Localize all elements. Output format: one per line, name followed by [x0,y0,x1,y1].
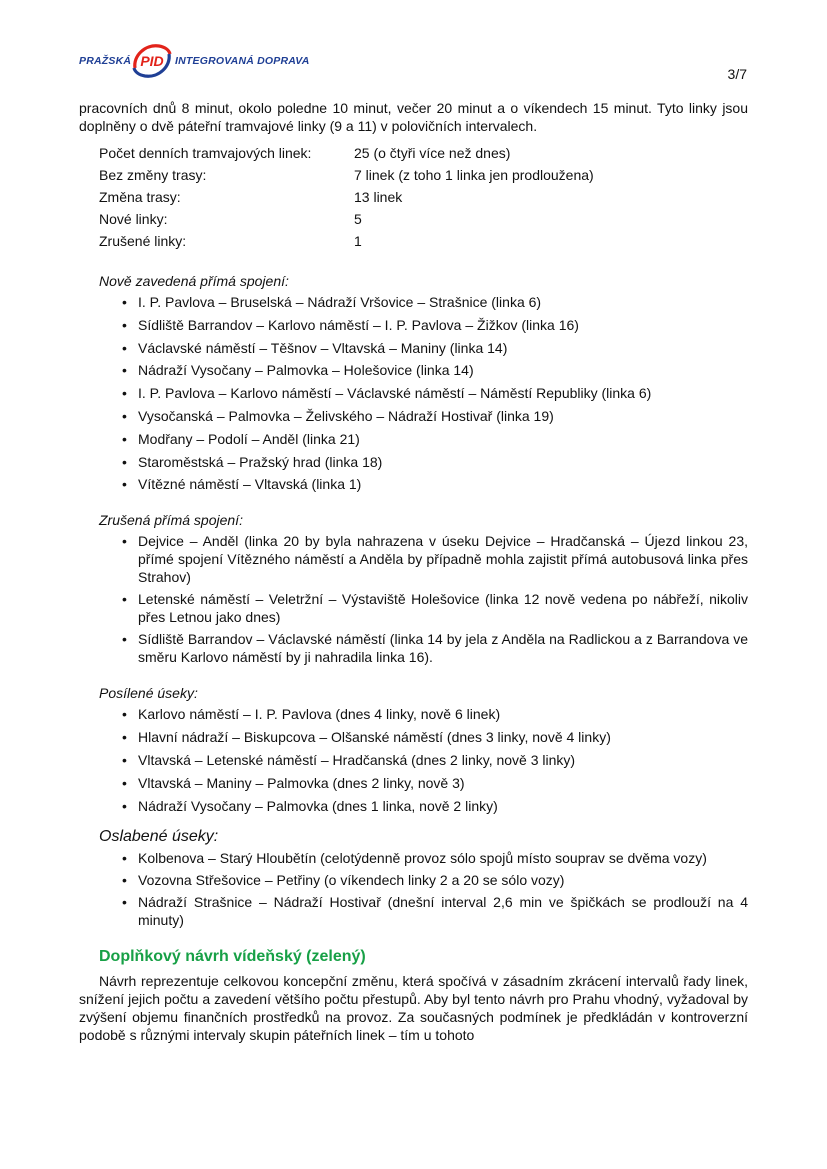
list-item: • Letenské náměstí – Veletržní – Výstaviště Holešovice (linka 12 nově vedena po nábřeží, nikoliv přes Letnou jako dnes) [120,590,748,626]
weakened-title: Oslabené úseky: [99,827,219,845]
proposal-paragraph: Návrh reprezentuje celkovou koncepční změnu, která spočívá v zásadním zkrácení intervalů řady linek, snížení jejich počtu a zavedení většího počtu přestupů. Aby byl tento návrh pro Prahu vhodný, vyžadoval by zvýšení objemu finančních prostředků na provoz. Za současných podmínek je předkládán v kontroverzní podobě s různými intervaly skupin páteřních linek – tím u tohoto [79,972,748,1043]
stats-value: 13 linek [354,189,403,205]
pid-logo [79,42,379,82]
stats-value: 25 (o čtyři více než dnes) [354,145,511,161]
list-item: • Vysočanská – Palmovka – Želivského – Nádraží Hostivař (linka 19) [120,407,748,425]
stats-table [99,144,594,254]
list-item: • Vltavská – Letenské náměstí – Hradčanská (dnes 2 linky, nově 3 linky) [120,751,748,769]
list-item: • Vozovna Střešovice – Petřiny (o víkendech linky 2 a 20 se sólo vozy) [120,871,748,889]
cancelled-connections-title: Zrušená přímá spojení: [99,512,243,529]
list-item: • Karlovo náměstí – I. P. Pavlova (dnes 4 linky, nově 6 linek) [120,705,748,723]
pid-logo-icon [131,42,173,80]
list-item: • Vítězné náměstí – Vltavská (linka 1) [120,475,748,493]
list-item: • I. P. Pavlova – Bruselská – Nádraží Vršovice – Strašnice (linka 6) [120,293,748,311]
proposal-heading: Doplňkový návrh vídeňský (zelený) [99,947,366,965]
page-number: 3/7 [727,66,747,82]
cancelled-connections-list [79,532,748,666]
stats-value: 7 linek (z toho 1 linka jen prodloužena) [354,167,594,183]
stats-row [99,166,594,188]
stats-label: Bez změny trasy: [99,167,207,183]
list-item: • Hlavní nádraží – Biskupcova – Olšanské náměstí (dnes 3 linky, nově 4 linky) [120,728,748,746]
strengthened-list [79,705,748,814]
list-item: • I. P. Pavlova – Karlovo náměstí – Václavské náměstí – Náměstí Republiky (linka 6) [120,384,748,402]
stats-label: Změna trasy: [99,189,181,205]
stats-label: Nové linky: [99,211,168,227]
weakened-list [79,849,748,929]
stats-label: Počet denních tramvajových linek: [99,145,312,161]
list-item: • Sídliště Barrandov – Václavské náměstí (linka 14 by jela z Anděla na Radlickou a z Barrandova ve směru Karlovo náměstí by ji nahradila linka 16). [120,630,748,666]
stats-value: 5 [354,211,362,227]
list-item: • Sídliště Barrandov – Karlovo náměstí – I. P. Pavlova – Žižkov (linka 16) [120,316,748,334]
list-item: • Nádraží Strašnice – Nádraží Hostivař (dnešní interval 2,6 min ve špičkách se prodlouží na 4 minuty) [120,893,748,929]
stats-row [99,210,594,232]
list-item: • Vltavská – Maniny – Palmovka (dnes 2 linky, nově 3) [120,774,748,792]
new-connections-title: Nově zavedená přímá spojení: [99,273,289,289]
logo-text-right: INTEGROVANÁ DOPRAVA [175,55,310,67]
list-item: • Dejvice – Anděl (linka 20 by byla nahrazena v úseku Dejvice – Hradčanská – Újezd linkou 23, přímé spojení Vítězného náměstí a Anděla by případně mohla zajistit přímá autobusová linka přes Strahov) [120,532,748,586]
list-item: • Nádraží Vysočany – Palmovka (dnes 1 linka, nově 2 linky) [120,797,748,815]
stats-value: 1 [354,233,362,249]
list-item: • Modřany – Podolí – Anděl (linka 21) [120,430,748,448]
new-connections-list [79,293,748,493]
strengthened-title: Posílené úseky: [99,685,198,702]
stats-row [99,144,594,166]
intro-paragraph: pracovních dnů 8 minut, okolo poledne 10 minut, večer 20 minut a o víkendech 15 minut. Tyto linky jsou doplněny o dvě páteřní tramvajové linky (9 a 11) v polovičních intervalech. [79,100,748,134]
list-item: • Nádraží Vysočany – Palmovka – Holešovice (linka 14) [120,361,748,379]
stats-label: Zrušené linky: [99,233,187,249]
stats-row [99,188,594,210]
logo-mark-text: PID [140,53,164,69]
list-item: • Kolbenova – Starý Hloubětín (celotýdenně provoz sólo spojů místo souprav se dvěma vozy) [120,849,748,867]
stats-row [99,232,594,254]
list-item: • Václavské náměstí – Těšnov – Vltavská – Maniny (linka 14) [120,339,748,357]
list-item: • Staroměstská – Pražský hrad (linka 18) [120,453,748,471]
logo-text-left: PRAŽSKÁ [79,55,132,67]
document-body [79,99,748,1044]
